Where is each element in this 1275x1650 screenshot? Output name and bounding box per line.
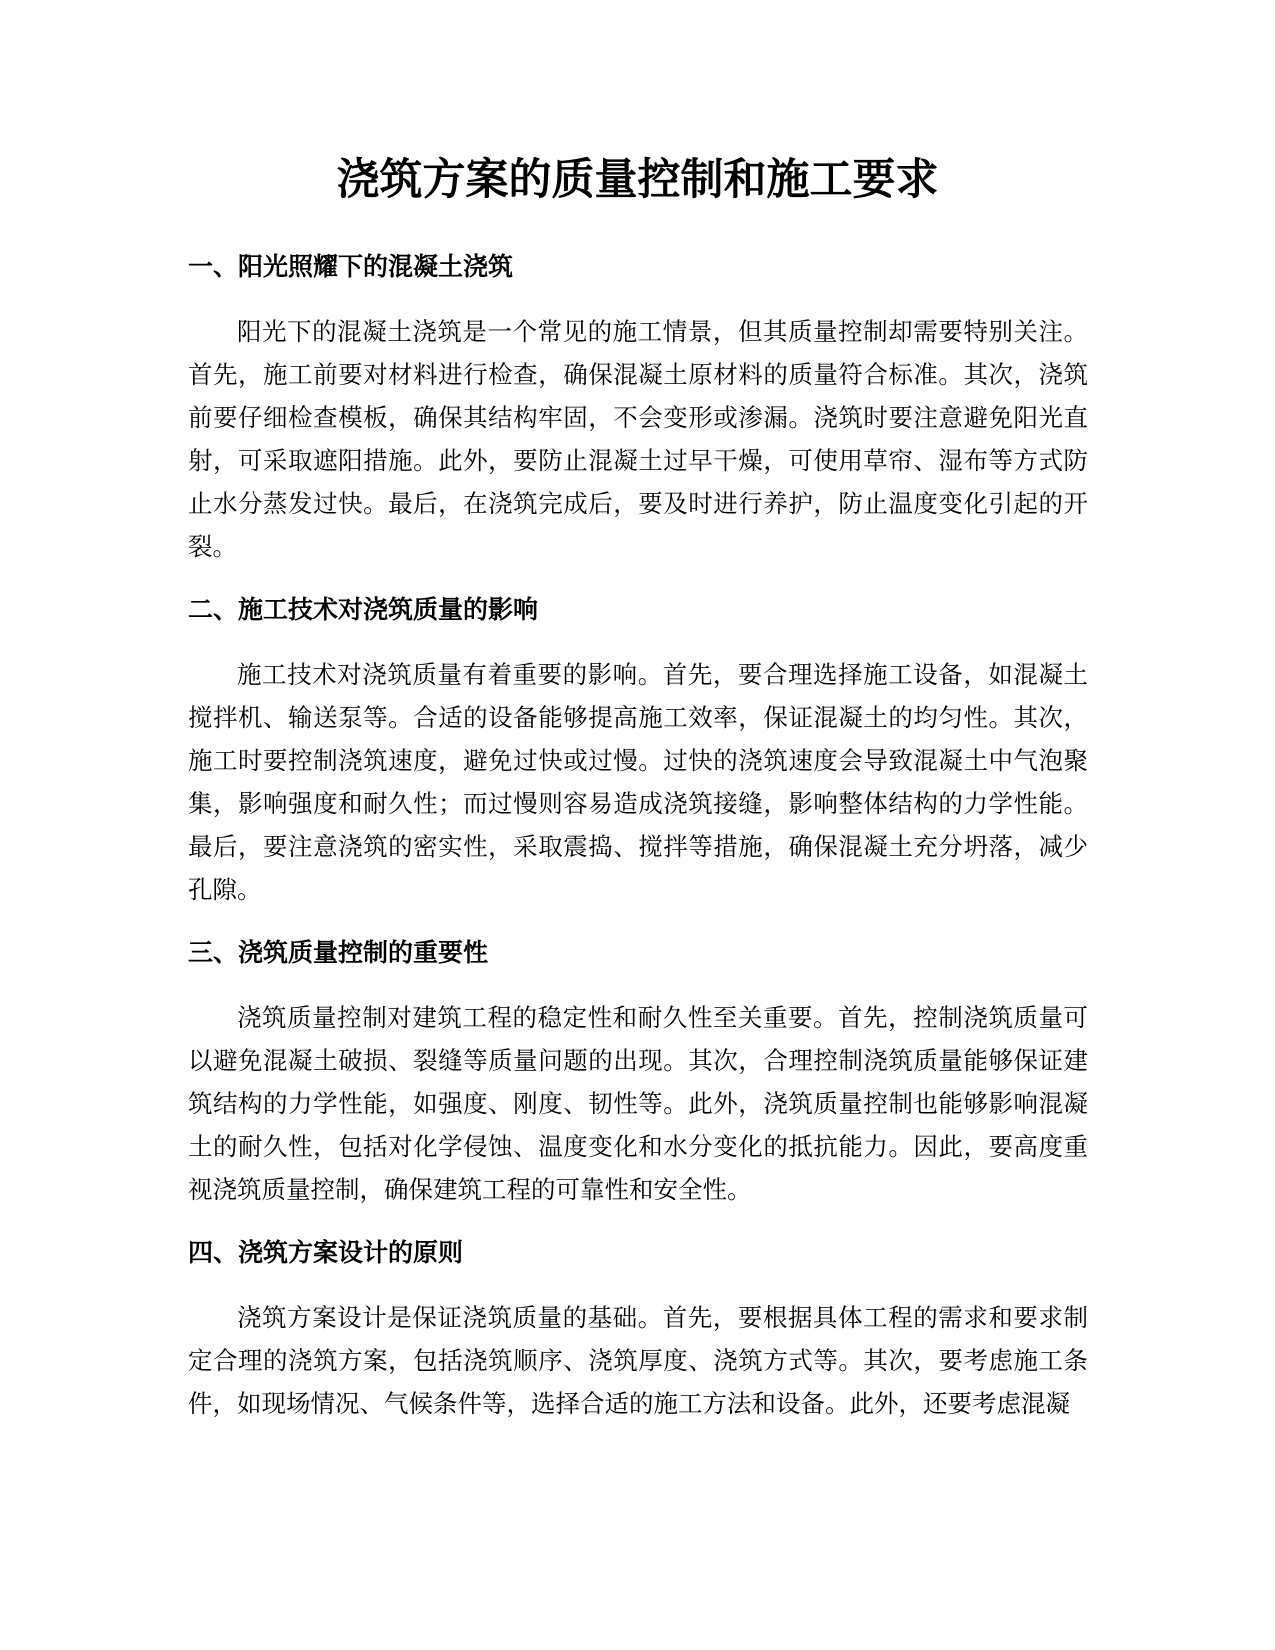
section-heading-3: 三、浇筑质量控制的重要性	[188, 938, 489, 967]
section-paragraph-3: 浇筑质量控制对建筑工程的稳定性和耐久性至关重要。首先，控制浇筑质量可以避免混凝土破损、裂缝等质量问题的出现。其次，合理控制浇筑质量能够保证建筑结构的力学性能，如强度、刚度、韧性等。此外，浇筑质量控制也能够影响混凝土的耐久性，包括对化学侵蚀、温度变化和水分变化的抵抗能力。因此，要高度重视浇筑质量控制，确保建筑工程的可靠性和安全性。	[188, 1003, 1088, 1204]
section-heading-1: 一、阳光照耀下的混凝土浇筑	[188, 252, 514, 281]
document-title: 浇筑方案的质量控制和施工要求	[336, 155, 939, 205]
section-paragraph-1: 阳光下的混凝土浇筑是一个常见的施工情景，但其质量控制却需要特别关注。首先，施工前要对材料进行检查，确保混凝土原材料的质量符合标准。其次，浇筑前要仔细检查模板，确保其结构牢固，不会变形或渗漏。浇筑时要注意避免阳光直射，可采取遮阳措施。此外，要防止混凝土过早干燥，可使用草帘、湿布等方式防止水分蒸发过快。最后，在浇筑完成后，要及时进行养护，防止温度变化引起的开裂。	[188, 317, 1088, 561]
section-heading-2: 二、施工技术对浇筑质量的影响	[188, 595, 539, 624]
section-paragraph-4: 浇筑方案设计是保证浇筑质量的基础。首先，要根据具体工程的需求和要求制定合理的浇筑方案，包括浇筑顺序、浇筑厚度、浇筑方式等。其次，要考虑施工条件，如现场情况、气候条件等，选择合适的施工方法和设备。此外，还要考虑混凝	[188, 1303, 1088, 1418]
section-paragraph-2: 施工技术对浇筑质量有着重要的影响。首先，要合理选择施工设备，如混凝土搅拌机、输送泵等。合适的设备能够提高施工效率，保证混凝土的均匀性。其次，施工时要控制浇筑速度，避免过快或过慢。过快的浇筑速度会导致混凝土中气泡聚集，影响强度和耐久性；而过慢则容易造成浇筑接缝，影响整体结构的力学性能。最后，要注意浇筑的密实性，采取震捣、搅拌等措施，确保混凝土充分坍落，减少孔隙。	[188, 660, 1088, 904]
section-heading-4: 四、浇筑方案设计的原则	[188, 1238, 464, 1267]
